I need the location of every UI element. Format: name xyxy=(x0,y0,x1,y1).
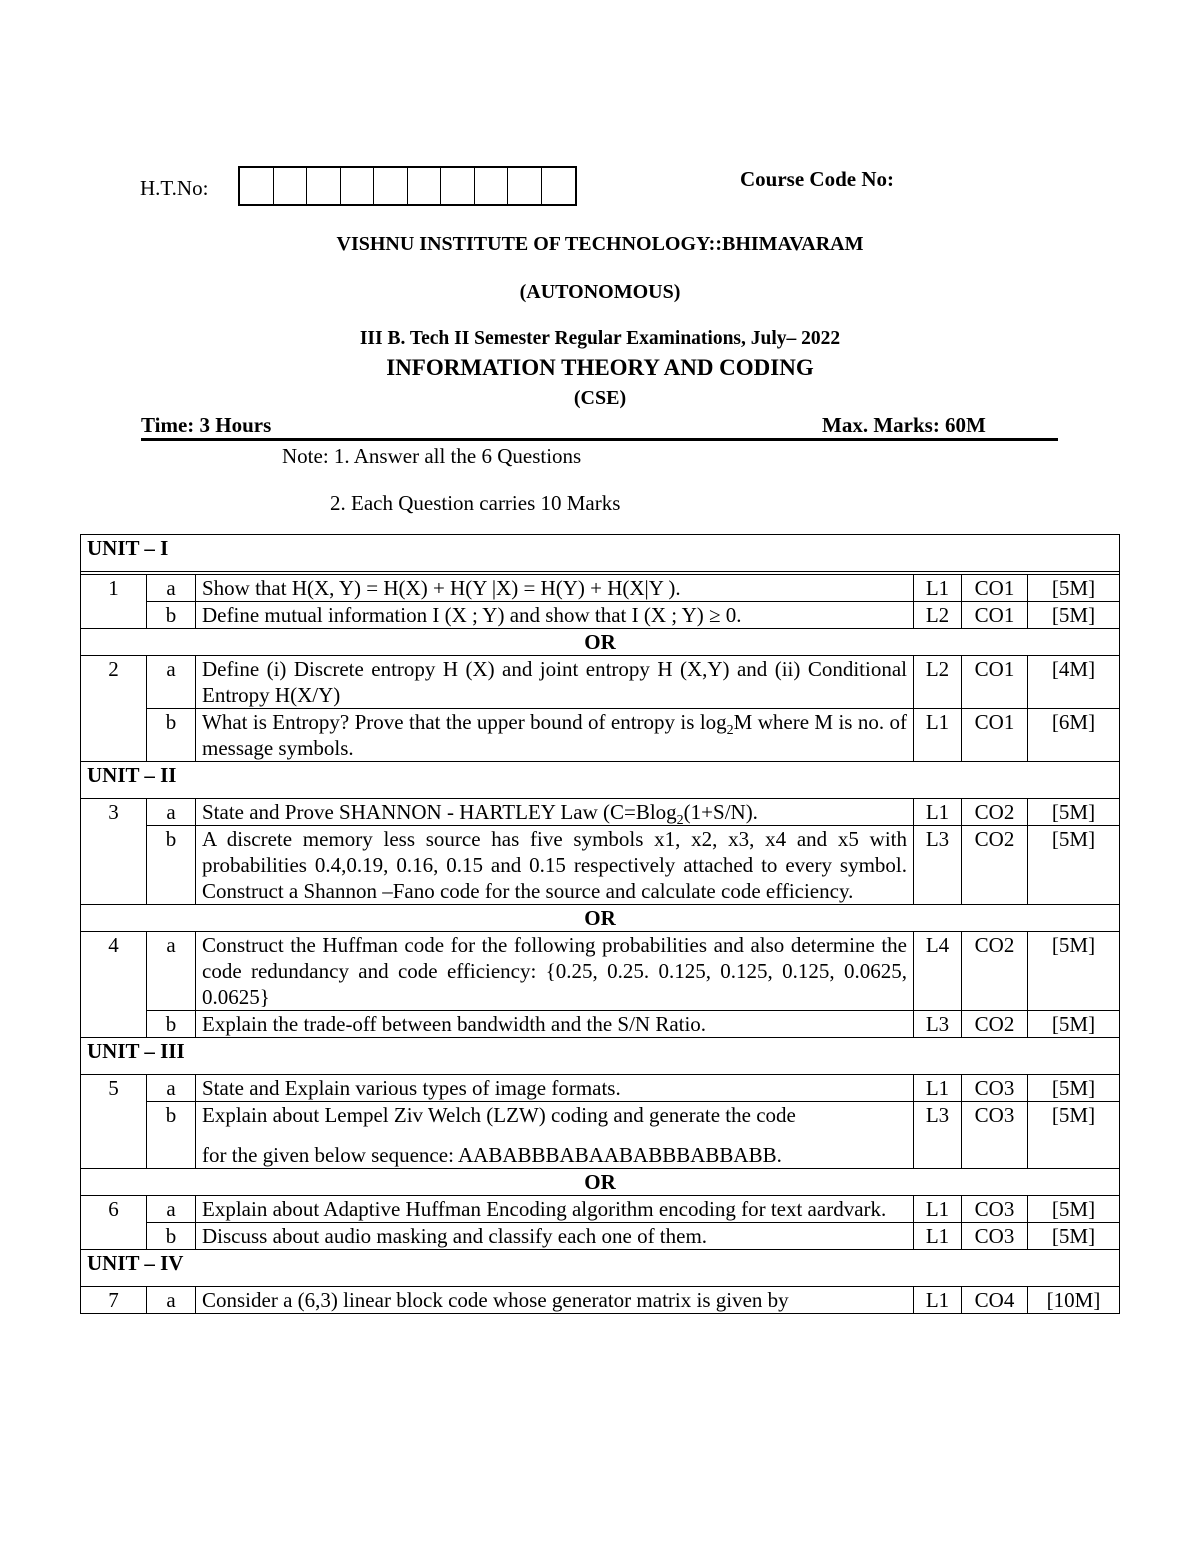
level: L3 xyxy=(914,1011,962,1038)
max-marks-label: Max. Marks: 60M xyxy=(822,413,986,437)
course-outcome: CO1 xyxy=(962,575,1028,602)
marks: [5M] xyxy=(1028,932,1120,1011)
question-row xyxy=(81,1196,1120,1223)
course-outcome: CO2 xyxy=(962,826,1028,905)
sub-label: b xyxy=(147,1102,196,1169)
sub-label: a xyxy=(147,1287,196,1314)
course-outcome: CO2 xyxy=(962,799,1028,826)
course-code-label: Course Code No: xyxy=(740,167,894,191)
question-text: State and Explain various types of image formats. xyxy=(196,1075,914,1102)
ht-no-box[interactable] xyxy=(441,168,475,204)
time-label: Time: 3 Hours xyxy=(141,413,272,437)
course-outcome: CO1 xyxy=(962,709,1028,762)
ht-no-box[interactable] xyxy=(307,168,341,204)
unit-heading: UNIT – III xyxy=(81,1038,1120,1075)
level: L1 xyxy=(914,575,962,602)
ht-no-box[interactable] xyxy=(508,168,542,204)
course-outcome: CO1 xyxy=(962,656,1028,709)
question-number: 7 xyxy=(81,1287,147,1314)
question-text: A discrete memory less source has five symbols x1, x2, x3, x4 and x5 with probabilities 0.4,0.19, 0.16, 0.15 and 0.15 respectively attached to every symbol. Construct a Shannon –Fano code for the source and calculate code efficiency. xyxy=(196,826,914,905)
ht-no-boxes[interactable] xyxy=(238,166,577,206)
exam-title: III B. Tech II Semester Regular Examinations, July– 2022 xyxy=(359,328,841,349)
marks: [5M] xyxy=(1028,1102,1120,1169)
course-outcome: CO1 xyxy=(962,602,1028,629)
level: L1 xyxy=(914,1196,962,1223)
header-divider xyxy=(141,438,1058,441)
level: L1 xyxy=(914,1287,962,1314)
question-row xyxy=(81,1075,1120,1102)
question-text: Explain about Adaptive Huffman Encoding algorithm encoding for text aardvark. xyxy=(196,1196,914,1223)
question-text: Show that H(X, Y) = H(X) + H(Y |X) = H(Y) + H(X|Y ). xyxy=(196,575,914,602)
sub-label: a xyxy=(147,575,196,602)
question-row xyxy=(81,826,1120,905)
question-row xyxy=(81,932,1120,1011)
sub-label: b xyxy=(147,709,196,762)
question-number: 3 xyxy=(81,799,147,905)
marks: [5M] xyxy=(1028,1075,1120,1102)
level: L1 xyxy=(914,1075,962,1102)
marks: [5M] xyxy=(1028,575,1120,602)
note-1: Note: 1. Answer all the 6 Questions xyxy=(282,444,582,468)
question-number: 4 xyxy=(81,932,147,1038)
level: L2 xyxy=(914,602,962,629)
course-outcome: CO3 xyxy=(962,1223,1028,1250)
autonomous-label: (AUTONOMOUS) xyxy=(519,281,681,303)
question-number: 5 xyxy=(81,1075,147,1169)
question-row xyxy=(81,575,1120,602)
sub-label: a xyxy=(147,799,196,826)
course-outcome: CO3 xyxy=(962,1196,1028,1223)
marks: [5M] xyxy=(1028,826,1120,905)
ht-no-box[interactable] xyxy=(274,168,308,204)
course-outcome: CO3 xyxy=(962,1075,1028,1102)
level: L2 xyxy=(914,656,962,709)
or-separator: OR xyxy=(81,1169,1120,1196)
ht-no-box[interactable] xyxy=(240,168,274,204)
sub-label: b xyxy=(147,1223,196,1250)
course-outcome: CO3 xyxy=(962,1102,1028,1169)
institute-name: VISHNU INSTITUTE OF TECHNOLOGY::BHIMAVARAM xyxy=(336,233,864,255)
level: L3 xyxy=(914,1102,962,1169)
question-row xyxy=(81,799,1120,826)
question-text: What is Entropy? Prove that the upper bound of entropy is $\log_2M$ where M is no. of message symbols. xyxy=(196,709,914,762)
question-text: Explain the trade-off between bandwidth and the S/N Ratio. xyxy=(196,1011,914,1038)
ht-no-box[interactable] xyxy=(475,168,509,204)
question-text: Consider a (6,3) linear block code whose generator matrix is given by xyxy=(196,1287,914,1314)
question-row xyxy=(81,1223,1120,1250)
sub-label: a xyxy=(147,656,196,709)
level: L3 xyxy=(914,826,962,905)
marks: [5M] xyxy=(1028,1196,1120,1223)
sub-label: b xyxy=(147,602,196,629)
question-number: 6 xyxy=(81,1196,147,1250)
question-row xyxy=(81,1102,1120,1169)
question-text: Define (i) Discrete entropy H (X) and joint entropy H (X,Y) and (ii) Conditional Entropy H(X/Y) xyxy=(196,656,914,709)
unit-heading: UNIT – I xyxy=(81,535,1120,572)
branch-label: (CSE) xyxy=(573,387,627,409)
question-text: Explain about Lempel Ziv Welch (LZW) coding and generate the code for the given below sequence: AABABBBABAABABBBABBABB. xyxy=(196,1102,914,1169)
level: L1 xyxy=(914,709,962,762)
question-table xyxy=(80,534,1120,1314)
question-row xyxy=(81,709,1120,762)
question-row xyxy=(81,1011,1120,1038)
marks: [5M] xyxy=(1028,799,1120,826)
marks: [4M] xyxy=(1028,656,1120,709)
ht-no-box[interactable] xyxy=(341,168,375,204)
question-text: State and Prove SHANNON - HARTLEY Law (C=Blog$_2$(1+S/N). xyxy=(196,799,914,826)
question-text: Construct the Huffman code for the following probabilities and also determine the code redundancy and code efficiency: {0.25, 0.25. 0.125, 0.125, 0.125, 0.0625, 0.0625} xyxy=(196,932,914,1011)
ht-no-box[interactable] xyxy=(374,168,408,204)
subject-title: INFORMATION THEORY AND CODING xyxy=(386,355,814,380)
question-row xyxy=(81,602,1120,629)
marks: [5M] xyxy=(1028,1223,1120,1250)
question-text: Define mutual information I (X ; Y) and show that I (X ; Y) ≥ 0. xyxy=(196,602,914,629)
ht-no-box[interactable] xyxy=(542,168,576,204)
sub-label: b xyxy=(147,826,196,905)
level: L1 xyxy=(914,1223,962,1250)
marks: [10M] xyxy=(1028,1287,1120,1314)
ht-no-box[interactable] xyxy=(408,168,442,204)
question-number: 1 xyxy=(81,575,147,629)
ht-no-label: H.T.No: xyxy=(140,176,209,200)
sub-label: a xyxy=(147,932,196,1011)
sub-label: b xyxy=(147,1011,196,1038)
course-outcome: CO2 xyxy=(962,1011,1028,1038)
question-row xyxy=(81,1287,1120,1314)
course-outcome: CO4 xyxy=(962,1287,1028,1314)
level: L1 xyxy=(914,799,962,826)
unit-heading: UNIT – IV xyxy=(81,1250,1120,1287)
sub-label: a xyxy=(147,1196,196,1223)
course-outcome: CO2 xyxy=(962,932,1028,1011)
marks: [5M] xyxy=(1028,1011,1120,1038)
or-separator: OR xyxy=(81,629,1120,656)
or-separator: OR xyxy=(81,905,1120,932)
question-number: 2 xyxy=(81,656,147,762)
unit-heading: UNIT – II xyxy=(81,762,1120,799)
sub-label: a xyxy=(147,1075,196,1102)
note-2: 2. Each Question carries 10 Marks xyxy=(330,491,621,515)
question-row xyxy=(81,656,1120,709)
marks: [6M] xyxy=(1028,709,1120,762)
marks: [5M] xyxy=(1028,602,1120,629)
question-text: Discuss about audio masking and classify each one of them. xyxy=(196,1223,914,1250)
level: L4 xyxy=(914,932,962,1011)
